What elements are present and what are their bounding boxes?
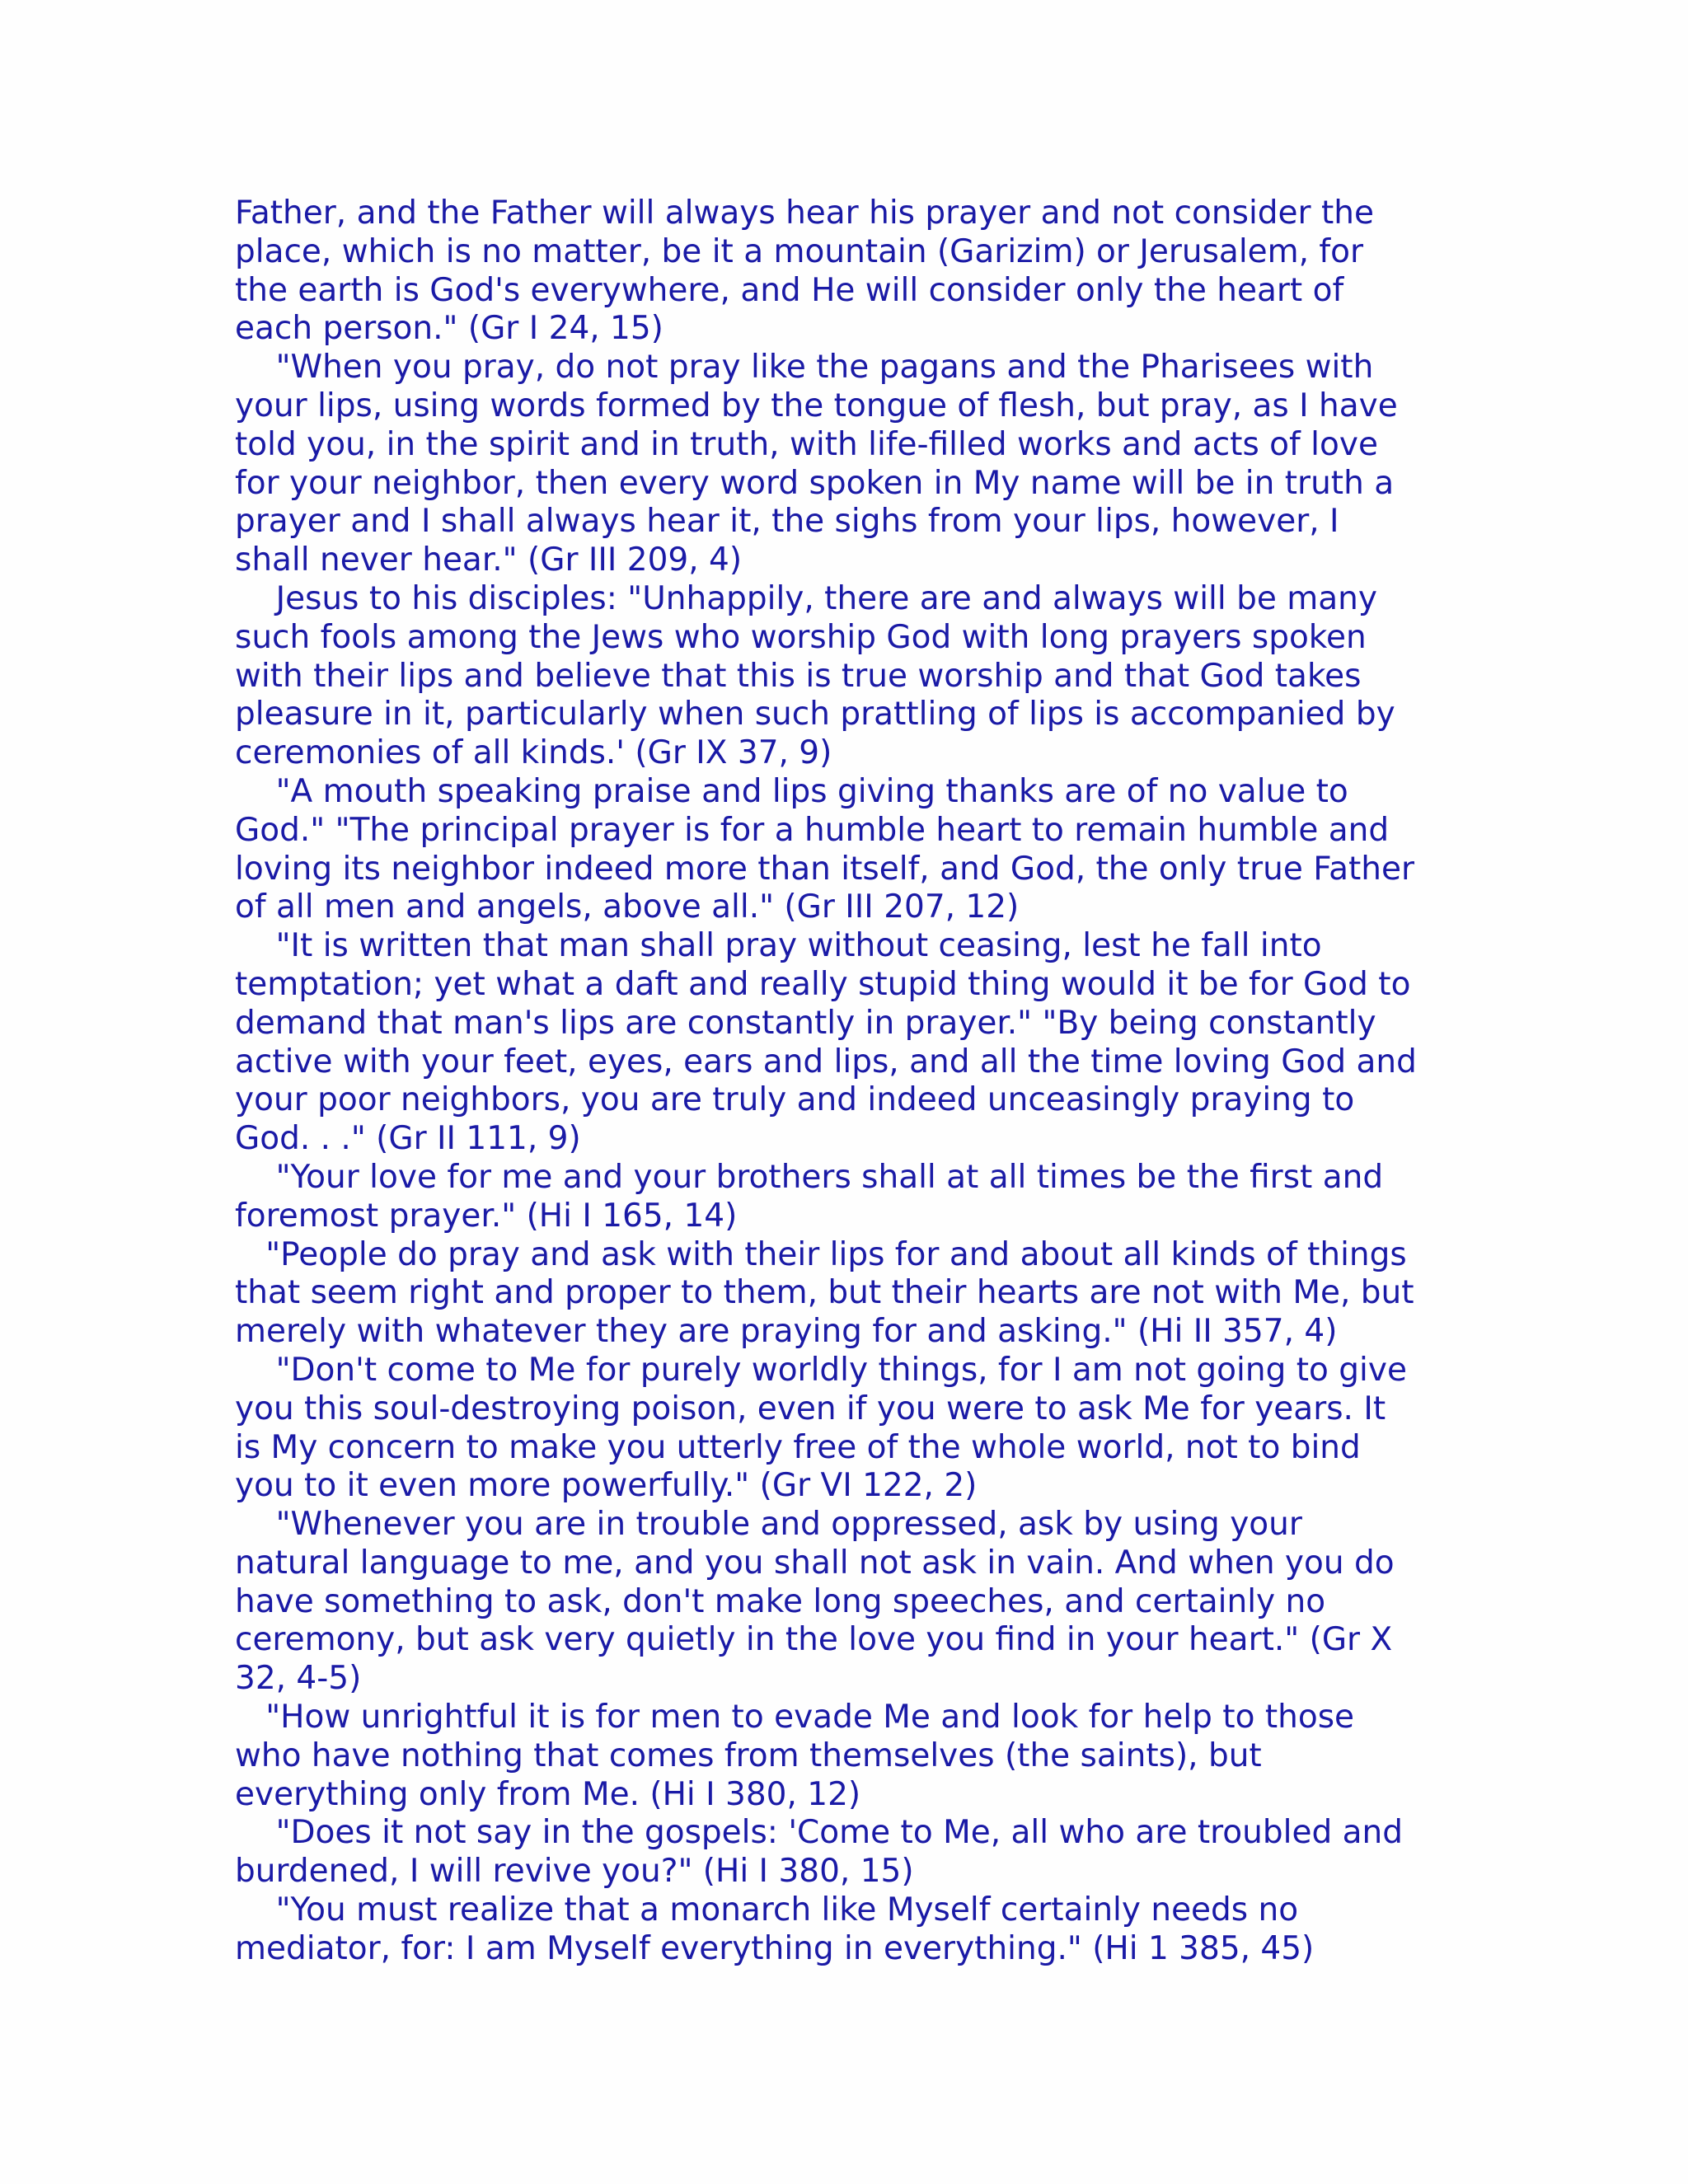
text-line: of all men and angels, above all." (Gr III 207, 12): [235, 888, 1020, 926]
text-line: "Does it not say in the gospels: 'Come to Me, all who are troubled and: [235, 1814, 1403, 1852]
text-line: your poor neighbors, you are truly and indeed unceasingly praying to: [235, 1081, 1355, 1119]
text-line: natural language to me, and you shall not ask in vain. And when you do: [235, 1544, 1395, 1582]
text-line: active with your feet, eyes, ears and lips, and all the time loving God and: [235, 1043, 1417, 1080]
text-line: loving its neighbor indeed more than itself, and God, the only true Father: [235, 850, 1415, 888]
text-line: who have nothing that comes from themselves (the saints), but: [235, 1736, 1262, 1774]
text-line: Jesus to his disciples: "Unhappily, there are and always will be many: [235, 579, 1377, 617]
text-line: the earth is God's everywhere, and He will consider only the heart of: [235, 271, 1344, 309]
text-line: mediator, for: I am Myself everything in everything." (Hi 1 385, 45): [235, 1929, 1315, 1967]
text-line: your lips, using words formed by the tongue of flesh, but pray, as I have: [235, 387, 1398, 424]
text-line: demand that man's lips are constantly in prayer." "By being constantly: [235, 1004, 1376, 1042]
text-line: each person." (Gr I 24, 15): [235, 310, 663, 348]
text-line: temptation; yet what a daft and really stupid thing would it be for God to: [235, 965, 1411, 1003]
text-line: God." "The principal prayer is for a humble heart to remain humble and: [235, 811, 1390, 849]
text-line: you this soul-destroying poison, even if you were to ask Me for years. It: [235, 1390, 1386, 1427]
text-line: have something to ask, don't make long speeches, and certainly no: [235, 1582, 1326, 1620]
text-line: "How unrightful it is for men to evade Me and look for help to those: [235, 1699, 1355, 1736]
text-line: you to it even more powerfully." (Gr VI 122, 2): [235, 1467, 978, 1505]
body-text: [235, 194, 1471, 1969]
text-line: shall never hear." (Gr III 209, 4): [235, 541, 743, 579]
text-line: "Whenever you are in trouble and oppressed, ask by using your: [235, 1506, 1302, 1544]
text-line: "People do pray and ask with their lips for and about all kinds of things: [235, 1235, 1407, 1273]
text-line: prayer and I shall always hear it, the sighs from your lips, however, I: [235, 503, 1339, 541]
text-line: that seem right and proper to them, but their hearts are not with Me, but: [235, 1274, 1414, 1312]
text-line: with their lips and believe that this is true worship and that God takes: [235, 657, 1362, 695]
text-line: pleasure in it, particularly when such prattling of lips is accompanied by: [235, 696, 1395, 733]
text-line: ceremony, but ask very quietly in the love you find in your heart." (Gr X: [235, 1621, 1393, 1659]
text-line: "Your love for me and your brothers shall at all times be the first and: [235, 1158, 1384, 1196]
text-line: Father, and the Father will always hear his prayer and not consider the: [235, 194, 1374, 232]
text-line: "Don't come to Me for purely worldly things, for I am not going to give: [235, 1351, 1407, 1389]
text-line: "It is written that man shall pray without ceasing, lest he fall into: [235, 927, 1322, 965]
text-line: "When you pray, do not pray like the pagans and the Pharisees with: [235, 349, 1374, 387]
text-line: foremost prayer." (Hi I 165, 14): [235, 1197, 738, 1235]
text-line: such fools among the Jews who worship God with long prayers spoken: [235, 618, 1367, 656]
text-line: for your neighbor, then every word spoken in My name will be in truth a: [235, 464, 1395, 502]
text-line: told you, in the spirit and in truth, with life-filled works and acts of love: [235, 425, 1378, 463]
text-line: God. . ." (Gr II 111, 9): [235, 1120, 581, 1158]
text-line: 32, 4-5): [235, 1660, 362, 1698]
text-line: "A mouth speaking praise and lips giving thanks are of no value to: [235, 772, 1348, 810]
text-line: burdened, I will revive you?" (Hi I 380, 15): [235, 1853, 914, 1891]
text-line: ceremonies of all kinds.' (Gr IX 37, 9): [235, 734, 832, 772]
text-line: place, which is no matter, be it a mountain (Garizim) or Jerusalem, for: [235, 232, 1364, 270]
text-line: everything only from Me. (Hi I 380, 12): [235, 1775, 861, 1813]
text-line: "You must realize that a monarch like Myself certainly needs no: [235, 1891, 1299, 1929]
text-line: is My concern to make you utterly free of the whole world, not to bind: [235, 1428, 1361, 1466]
text-line: merely with whatever they are praying for and asking." (Hi II 357, 4): [235, 1313, 1338, 1351]
